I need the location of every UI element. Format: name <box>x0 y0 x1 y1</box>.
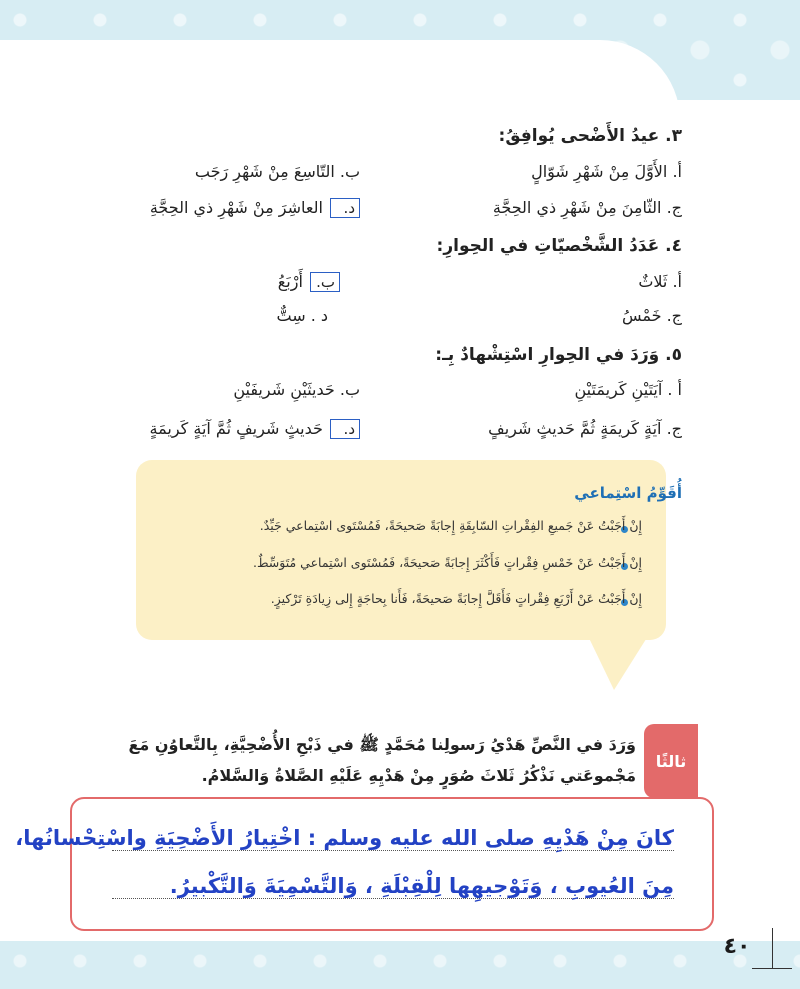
question-5-option-b: ب. حَديثَيْنِ شَريفَيْنِ <box>233 380 360 399</box>
question-4-option-c: ج. خَمْسُ <box>621 306 682 325</box>
handwritten-answer-line-1: كانَ مِنْ هَدْيِهِ صلى الله عليه وسلم : اخْتِيارُ الأَضْحِيَةِ واسْتِحْسانُها، <box>15 826 674 850</box>
page-number: ٤٠ <box>723 934 751 959</box>
page-content-curve <box>0 40 680 180</box>
question-5-option-a: أ . آيَتَيْنِ كَريمَتَيْنِ <box>574 380 682 399</box>
question-3-option-a: أ. الأَوَّلَ مِنْ شَهْرِ شَوّالٍ <box>531 162 682 181</box>
answer-mark-box: ب. <box>310 272 340 292</box>
question-5-option-c: ج. آيَةٍ كَريمَةٍ ثُمَّ حَديثٍ شَريفٍ <box>488 419 682 438</box>
section-instruction-line-2: مَجْموعَتي نَذْكُرُ ثَلاثَ صُوَرٍ مِنْ هَدْيِهِ عَلَيْهِ الصَّلاةُ وَالسَّلامُ. <box>201 766 636 785</box>
question-4-option-b-text: أَرْبَعُ <box>277 272 303 291</box>
question-3-option-b: ب. التّاسِعَ مِنْ شَهْرِ رَجَب <box>194 162 360 181</box>
speech-bubble-tail <box>588 636 648 690</box>
answer-mark-box: د. <box>330 419 360 439</box>
listening-item: إِنْ أَجَبْتُ عَنْ خَمْسِ فِقْراتٍ فَأَكْثَرَ إِجابَةً صَحيحَةً، فَمُسْتَوى اسْتِماعي مُتَوَسِّطٌ. <box>252 555 642 570</box>
answer-mark-box: د. <box>330 198 360 218</box>
answer-box <box>70 797 714 931</box>
question-5-title: ٥. وَرَدَ في الحِوارِ اسْتِشْهادٌ بِـ: <box>435 345 682 365</box>
question-4-option-d: د . سِتٌّ <box>276 306 328 325</box>
question-3-option-c: ج. الثّامِنَ مِنْ شَهْرِ ذي الحِجَّةِ <box>492 198 682 217</box>
crop-mark <box>752 968 792 969</box>
question-4-title: ٤. عَدَدُ الشَّخْصيّاتِ في الحِوارِ: <box>436 236 682 256</box>
question-3-option-d <box>150 198 360 218</box>
crop-mark <box>772 928 773 968</box>
question-3-title: ٣. عيدُ الأَضْحى يُوافِقُ: <box>498 126 682 146</box>
question-4-option-b <box>278 272 340 292</box>
section-instruction-line-1: وَرَدَ في النَّصِّ هَدْيُ رَسولِنا مُحَمَّدٍ ﷺ في ذَبْحِ الأُضْحِيَّةِ، بِالتَّعاوُنِ مَعَ <box>128 735 636 754</box>
section-label: ثالثًا <box>655 752 687 771</box>
listening-assessment-title: أُقَوِّمُ اسْتِماعي <box>574 484 682 502</box>
question-5-option-d-text: حَديثٍ شَريفٍ ثُمَّ آيَةٍ كَريمَةٍ <box>149 419 323 438</box>
listening-item: إِنْ أَجَبْتُ عَنْ أَرْبَعِ فِقْراتٍ فَأَقَلَّ إِجابَةً صَحيحَةً، فَأَنا بِحاجَةٍ إِلى زِيادَةِ تَرْكيزٍ. <box>270 591 642 606</box>
writing-line <box>112 850 674 851</box>
bottom-decorative-band <box>0 941 800 989</box>
handwritten-answer-line-2: مِنَ العُيوبِ ، وَتَوْجيهِها لِلْقِبْلَةِ ، وَالتَّسْمِيَةَ وَالتَّكْبيرُ. <box>169 874 674 898</box>
question-4-option-a: أ. ثَلاثٌ <box>638 272 682 291</box>
listening-item: إِنْ أَجَبْتُ عَنْ جَميعِ الفِقْراتِ السّابِقَةِ إِجابَةً صَحيحَةً، فَمُسْتَوى اسْتِماعي جَيِّدٌ. <box>259 518 642 533</box>
question-3-option-d-text: العاشِرَ مِنْ شَهْرِ ذي الحِجَّةِ <box>149 198 323 217</box>
writing-line <box>112 898 674 899</box>
question-5-option-d <box>150 419 360 439</box>
